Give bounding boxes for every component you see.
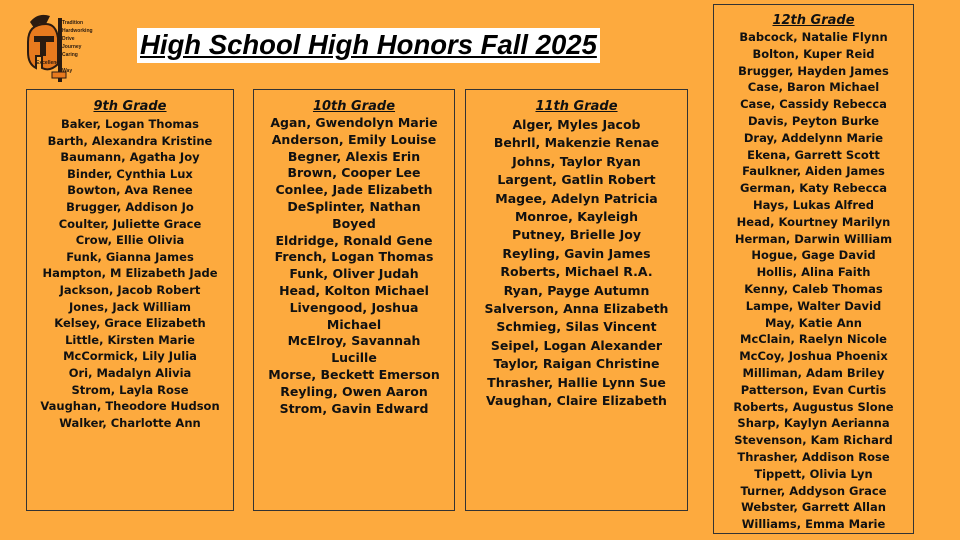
student-name: Thrasher, Addison Rose — [737, 449, 890, 464]
student-name: Coulter, Juliette Grace — [58, 216, 202, 231]
student-name: Roberts, Michael R.A. — [500, 264, 653, 280]
student-name: Ryan, Payge Autumn — [503, 282, 650, 298]
student-name: Largent, Gatlin Robert — [497, 172, 656, 188]
grade-10-panel — [253, 89, 455, 511]
student-name: Brugger, Hayden James — [738, 63, 889, 78]
student-name: Funk, Gianna James — [66, 249, 194, 264]
student-name: Anderson, Emily Louise — [271, 131, 437, 147]
student-name: McCoy, Joshua Phoenix — [739, 349, 888, 364]
student-name: Patterson, Evan Curtis — [740, 382, 887, 397]
student-name: Johns, Taylor Ryan — [512, 153, 641, 169]
student-name: Hampton, M Elizabeth Jade — [42, 266, 218, 281]
student-name: Livengood, Joshua Michael — [289, 299, 419, 332]
student-name: Thrasher, Hallie Lynn Sue — [487, 374, 666, 390]
student-name: DeSplinter, Nathan Boyed — [287, 198, 421, 231]
student-name: Reyling, Gavin James — [502, 245, 651, 261]
student-name: Vaughan, Claire Elizabeth — [486, 393, 667, 409]
logo-line: Way — [62, 68, 73, 74]
logo-line: Journey — [62, 44, 82, 50]
student-name: Crow, Ellie Olivia — [75, 233, 185, 248]
logo-line: Drive — [62, 36, 75, 42]
student-name: Tippett, Olivia Lyn — [754, 466, 873, 481]
student-name: McElroy, Savannah Lucille — [287, 333, 421, 366]
page-title: High School High Honors Fall 2025 — [137, 28, 600, 63]
logo-line: Hardworking — [62, 28, 93, 34]
school-logo — [24, 12, 92, 86]
student-name: Hays, Lukas Alfred — [752, 197, 875, 212]
student-name: Brown, Cooper Lee — [287, 165, 421, 181]
student-name: Brugger, Addison Jo — [66, 199, 194, 214]
student-name: Case, Cassidy Rebecca — [740, 97, 887, 112]
student-name: Morse, Beckett Emerson — [268, 366, 440, 382]
student-name: Agan, Gwendolyn Marie — [270, 115, 438, 130]
student-name: May, Katie Ann — [764, 315, 862, 330]
student-name: Davis, Peyton Burke — [747, 113, 880, 128]
student-name: Dray, Addelynn Marie — [743, 130, 884, 145]
student-name: Case, Baron Michael — [747, 80, 880, 95]
student-name: Ekena, Garrett Scott — [747, 147, 880, 162]
student-name: Head, Kolton Michael — [279, 282, 429, 298]
student-name: Vaughan, Theodore Hudson — [40, 399, 220, 414]
student-name: Webster, Garrett Allan — [741, 500, 886, 515]
student-name: Eldridge, Ronald Gene — [275, 232, 433, 248]
student-name: McCormick, Lily Julia — [63, 349, 197, 364]
student-name: Begner, Alexis Erin — [287, 148, 421, 164]
student-name: Head, Kourtney Marilyn — [736, 214, 891, 229]
student-name: Herman, Darwin William — [734, 231, 893, 246]
student-name: Strom, Layla Rose — [71, 382, 189, 397]
student-name: Jones, Jack William — [68, 299, 192, 314]
student-name: Kelsey, Grace Elizabeth — [54, 316, 206, 331]
student-name: Ori, Madalyn Alivia — [68, 365, 192, 380]
student-name: Magee, Adelyn Patricia — [495, 190, 658, 206]
student-name: Stevenson, Kam Richard — [734, 433, 893, 448]
student-name: Turner, Addyson Grace — [740, 483, 887, 498]
student-name: Funk, Oliver Judah — [289, 266, 419, 282]
student-name: Hollis, Alina Faith — [756, 265, 871, 280]
grade-9-list — [27, 116, 233, 431]
grade-9-panel — [26, 89, 234, 511]
grade-11-list — [466, 116, 687, 411]
student-name: French, Logan Thomas — [274, 249, 434, 265]
student-name: Conlee, Jade Elizabeth — [275, 182, 433, 198]
student-name: Kenny, Caleb Thomas — [744, 281, 883, 296]
student-name: Sharp, Kaylyn Aerianna — [737, 416, 890, 431]
student-name: Putney, Brielle Joy — [512, 227, 641, 243]
logo-line: Tradition — [62, 20, 84, 26]
student-name: Hogue, Gage David — [751, 248, 876, 263]
student-name: Reyling, Owen Aaron — [280, 383, 428, 399]
student-name: Bolton, Kuper Reid — [752, 46, 875, 61]
student-name: Schmieg, Silas Vincent — [496, 319, 657, 335]
grade-10-list — [254, 115, 454, 417]
student-name: Baumann, Agatha Joy — [60, 150, 200, 165]
student-name: Bowton, Ava Renee — [67, 183, 193, 198]
student-name: Jackson, Jacob Robert — [59, 282, 201, 297]
student-name: Behrll, Makenzie Renae — [493, 135, 660, 151]
logo-line: Excellence — [36, 60, 62, 66]
student-name: Baker, Logan Thomas — [61, 117, 199, 131]
student-name: Roberts, Augustus Slone — [733, 399, 894, 414]
logo-line: Caring — [62, 52, 78, 58]
student-name: German, Katy Rebecca — [740, 181, 887, 196]
student-name: Barth, Alexandra Kristine — [47, 133, 213, 148]
grade-12-heading: 12th Grade — [772, 13, 855, 28]
student-name: McClain, Raelyn Nicole — [740, 332, 887, 347]
student-name: Taylor, Raigan Christine — [493, 356, 660, 372]
student-name: Williams, Emma Marie — [741, 517, 886, 532]
student-name: Alger, Myles Jacob — [512, 117, 641, 132]
grade-9-heading: 9th Grade — [93, 99, 167, 114]
student-name: Salverson, Anna Elizabeth — [484, 301, 669, 317]
student-name: Little, Kirsten Marie — [65, 332, 195, 347]
student-name: Seipel, Logan Alexander — [490, 337, 663, 353]
grade-10-heading: 10th Grade — [312, 99, 396, 114]
student-name: Milliman, Adam Briley — [742, 365, 885, 380]
student-name: Babcock, Natalie Flynn — [739, 30, 888, 44]
student-name: Lampe, Walter David — [745, 298, 882, 313]
student-name: Walker, Charlotte Ann — [59, 415, 201, 430]
grade-12-panel — [713, 4, 914, 534]
student-name: Strom, Gavin Edward — [279, 400, 429, 416]
student-name: Binder, Cynthia Lux — [67, 166, 193, 181]
grade-11-panel — [465, 89, 688, 511]
grade-11-heading: 11th Grade — [535, 99, 618, 114]
grade-12-list — [714, 29, 913, 533]
student-name: Faulkner, Aiden James — [742, 164, 885, 179]
student-name: Monroe, Kayleigh — [514, 209, 639, 225]
